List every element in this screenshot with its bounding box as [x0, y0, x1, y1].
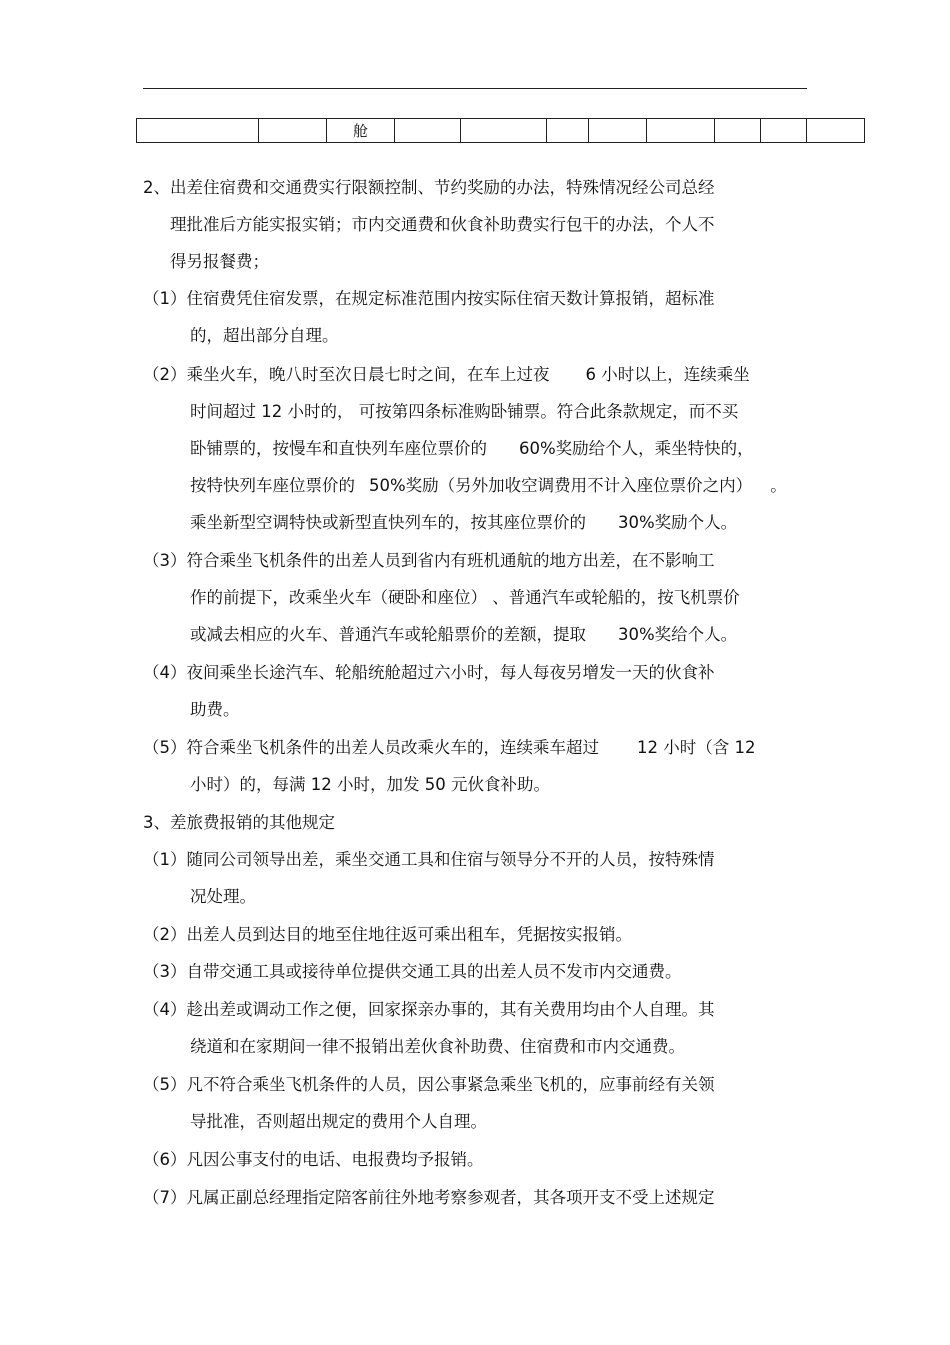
text-span: 按特快列车座位票价的	[190, 476, 355, 495]
item-2-line-3	[190, 438, 754, 460]
item-1-line-1: （1）住宿费凭住宿发票，在规定标准范围内按实际住宿天数计算报销，超标准	[143, 289, 715, 308]
text-span: 。	[770, 476, 787, 495]
item-2-line-1	[143, 364, 750, 386]
rule-5-line-1: （5）凡不符合乘坐飞机条件的人员，因公事紧急乘坐飞机的，应事前经有关领	[143, 1075, 715, 1094]
text-span: 卧铺票的，按慢车和直快列车座位票价的	[190, 439, 487, 458]
table-cell	[461, 119, 547, 143]
text-span: 乘坐新型空调特快或新型直快列车的，按其座位票价的	[190, 513, 586, 532]
text-span: （5）符合乘坐飞机条件的出差人员改乘火车的，连续乘车超过	[143, 738, 599, 757]
section-2-line-1: 2、出差住宿费和交通费实行限额控制、节约奖励的办法，特殊情况经公司总经	[143, 178, 715, 197]
item-4-line-2: 助费。	[190, 700, 240, 719]
table-cell	[137, 119, 259, 143]
rule-4-line-2: 绕道和在家期间一律不报销出差伙食补助费、住宿费和市内交通费。	[190, 1037, 685, 1056]
table-row	[137, 119, 865, 143]
section-2-line-2: 理批准后方能实报实销；市内交通费和伙食补助费实行包干的办法，个人不	[170, 215, 715, 234]
item-2-line-5	[190, 512, 737, 534]
item-2-line-4	[190, 475, 787, 497]
section-3-heading: 3、差旅费报销的其他规定	[143, 813, 335, 832]
text-span: 30%奖励个人。	[618, 513, 738, 532]
item-5-line-1	[143, 737, 755, 759]
rule-7-line: （7）凡属正副总经理指定陪客前往外地考察参观者，其各项开支不受上述规定	[143, 1188, 715, 1207]
rule-5-line-2: 导批准，否则超出规定的费用个人自理。	[190, 1112, 487, 1131]
rule-1-line-2: 况处理。	[190, 887, 256, 906]
item-1-line-2: 的，超出部分自理。	[190, 326, 339, 345]
text-span: 12 小时（含 12	[637, 738, 756, 757]
text-span: 60%奖励给个人，乘坐特快的，	[519, 439, 754, 458]
rule-6-line: （6）凡因公事支付的电话、电报费均予报销。	[143, 1150, 484, 1169]
section-2-line-3: 得另报餐费；	[170, 252, 269, 271]
text-span: 50%奖励（另外加收空调费用不计入座位票价之内）	[369, 476, 753, 495]
text-span: （2）乘坐火车，晚八时至次日晨七时之间，在车上过夜	[143, 365, 550, 384]
table-cell	[259, 119, 327, 143]
text-span: 6 小时以上，连续乘坐	[585, 365, 750, 384]
table-cell	[589, 119, 647, 143]
header-rule	[143, 88, 807, 89]
table-cell	[647, 119, 715, 143]
text-span: 30%奖给个人。	[618, 625, 738, 644]
rule-2-line: （2）出差人员到达目的地至住地往返可乘出租车，凭据按实报销。	[143, 925, 632, 944]
rule-4-line-1: （4）趁出差或调动工作之便，回家探亲办事的，其有关费用均由个人自理。其	[143, 1000, 715, 1019]
table-cell	[395, 119, 461, 143]
rule-1-line-1: （1）随同公司领导出差，乘坐交通工具和住宿与领导分不开的人员，按特殊情	[143, 850, 715, 869]
item-3-line-2: 作的前提下，改乘坐火车（硬卧和座位） 、普通汽车或轮船的，按飞机票价	[190, 588, 740, 607]
item-5-line-2: 小时）的，每满 12 小时，加发 50 元伙食补助。	[190, 775, 550, 794]
table-cell	[715, 119, 761, 143]
item-3-line-3	[190, 624, 737, 646]
table-cell	[547, 119, 589, 143]
item-2-line-2: 时间超过 12 小时的， 可按第四条标准购卧铺票。符合此条款规定，而不买	[190, 402, 739, 421]
text-span: 或减去相应的火车、普通汽车或轮船票价的差额，提取	[190, 625, 586, 644]
table-cell	[807, 119, 865, 143]
item-3-line-1: （3）符合乘坐飞机条件的出差人员到省内有班机通航的地方出差，在不影响工	[143, 551, 715, 570]
table-fragment	[136, 118, 865, 143]
item-4-line-1: （4）夜间乘坐长途汽车、轮船统舱超过六小时，每人每夜另增发一天的伙食补	[143, 663, 715, 682]
table-cell: 舱	[327, 119, 395, 143]
table-cell	[761, 119, 807, 143]
rule-3-line: （3）自带交通工具或接待单位提供交通工具的出差人员不发市内交通费。	[143, 962, 682, 981]
